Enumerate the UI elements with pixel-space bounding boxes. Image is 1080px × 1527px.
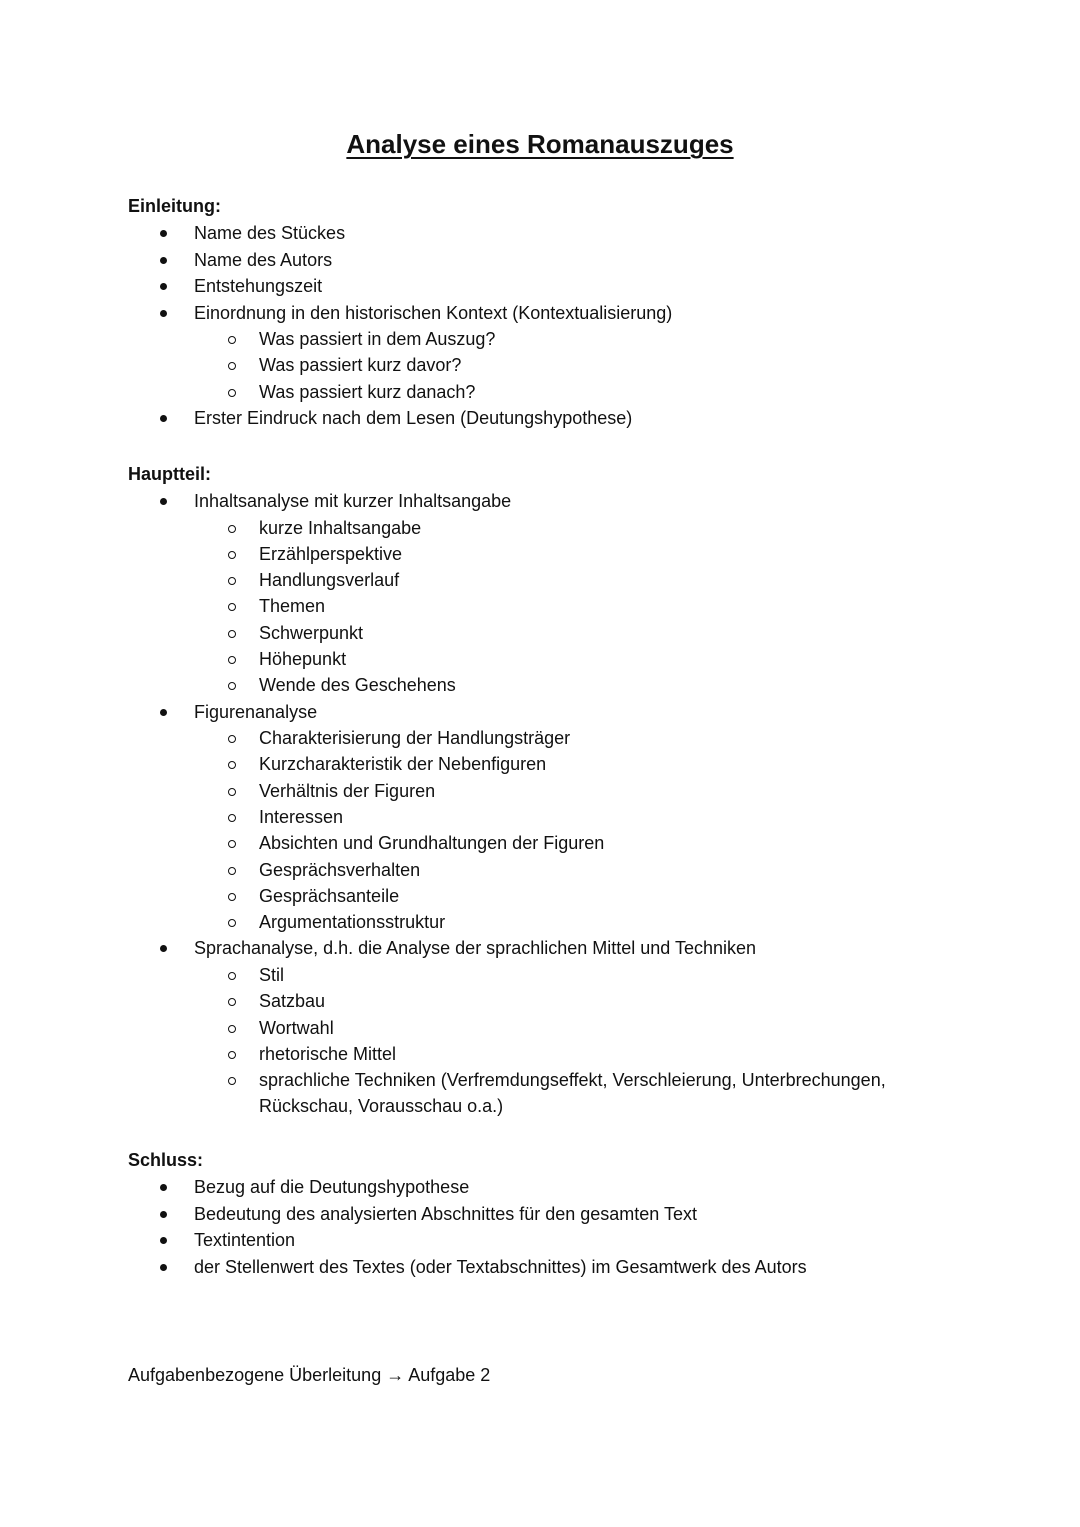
sub-list-item	[194, 620, 968, 646]
sub-list-item-text: Höhepunkt	[259, 648, 347, 669]
sub-list-item-text: sprachliche Techniken (Verfremdungseffekt, Verschleierung, Unterbrechungen, Rückschau, Vorausschau o.a.)	[259, 1070, 886, 1117]
sub-list-item-text: Schwerpunkt	[259, 622, 364, 643]
circle-bullet-icon	[228, 998, 236, 1006]
sub-list-item-text: Gesprächsanteile	[259, 885, 400, 906]
sub-list-item	[194, 541, 968, 567]
sub-list-item	[194, 567, 968, 593]
list-item	[128, 220, 968, 247]
circle-bullet-icon	[228, 1025, 236, 1033]
bullet-icon	[160, 310, 167, 317]
list-item	[128, 699, 968, 936]
list-item	[128, 273, 968, 300]
list-item-text: Name des Stückes	[194, 223, 346, 243]
circle-bullet-icon	[228, 761, 236, 769]
sub-list-item-text: Interessen	[259, 806, 344, 827]
circle-bullet-icon	[228, 814, 236, 822]
sub-list-item-text: Wende des Geschehens	[259, 675, 456, 696]
bullet-icon	[160, 283, 167, 290]
sub-list-item	[194, 778, 968, 804]
circle-bullet-icon	[228, 972, 236, 980]
sub-list-item	[194, 326, 968, 352]
sub-list-item-text: Themen	[259, 596, 326, 617]
sub-list-item	[194, 751, 968, 777]
bullet-list	[128, 220, 968, 431]
list-item	[128, 1201, 968, 1228]
bullet-icon	[160, 230, 167, 237]
circle-bullet-icon	[228, 919, 236, 927]
circle-bullet-icon	[228, 656, 236, 664]
list-item-text: der Stellenwert des Textes (oder Textabschnittes) im Gesamtwerk des Autors	[194, 1256, 807, 1277]
sub-list-item	[194, 962, 968, 988]
sub-list-item	[194, 646, 968, 672]
sub-list-item	[194, 883, 968, 909]
list-item-text: Erster Eindruck nach dem Lesen (Deutungshypothese)	[194, 407, 633, 428]
sub-list-item-text: Was passiert kurz davor?	[259, 355, 462, 376]
circle-bullet-icon	[228, 630, 236, 638]
sub-list-item-text: Was passiert kurz danach?	[259, 381, 476, 402]
sub-list	[128, 962, 968, 1120]
sub-list-item-text: Stil	[259, 964, 285, 985]
circle-bullet-icon	[228, 389, 236, 397]
sub-list-item-text: Verhältnis der Figuren	[259, 780, 436, 801]
sub-list-item-text: Erzählperspektive	[259, 543, 403, 564]
sub-list-item	[194, 379, 968, 405]
list-item-text: Textintention	[194, 1230, 296, 1250]
list-item-text: Figurenanalyse	[194, 701, 318, 722]
list-item-text: Einordnung in den historischen Kontext (Kontextualisierung)	[194, 302, 673, 323]
list-item-text: Inhaltsanalyse mit kurzer Inhaltsangabe	[194, 491, 512, 511]
sub-list-item	[194, 830, 968, 856]
sub-list-item	[194, 352, 968, 378]
sub-list-item-text: Kurzcharakteristik der Nebenfiguren	[259, 754, 547, 775]
page-title: Analyse eines Romanauszuges	[346, 129, 734, 159]
sub-list-item	[194, 725, 968, 751]
circle-bullet-icon	[228, 893, 236, 901]
bullet-list	[128, 1174, 968, 1280]
circle-bullet-icon	[228, 735, 236, 743]
circle-bullet-icon	[228, 682, 236, 690]
bullet-icon	[160, 1237, 167, 1244]
list-item-text: Entstehungszeit	[194, 276, 323, 296]
circle-bullet-icon	[228, 336, 236, 344]
sub-list-item-text: Absichten und Grundhaltungen der Figuren	[259, 833, 605, 854]
section-hauptteil	[128, 461, 968, 1120]
circle-bullet-icon	[228, 867, 236, 875]
bullet-icon	[160, 257, 167, 264]
bullet-icon	[160, 945, 167, 952]
list-item	[128, 300, 968, 405]
circle-bullet-icon	[228, 525, 236, 533]
bullet-list	[128, 488, 968, 1120]
sub-list-item	[194, 857, 968, 883]
section-schluss	[128, 1147, 968, 1280]
sub-list-item	[194, 515, 968, 541]
sub-list-item-text: Handlungsverlauf	[259, 570, 400, 591]
sub-list-item-text: Was passiert in dem Auszug?	[259, 329, 496, 349]
sub-list-item	[194, 804, 968, 830]
sub-list-item	[194, 1067, 968, 1120]
bullet-icon	[160, 709, 167, 716]
circle-bullet-icon	[228, 1077, 236, 1085]
list-item-text: Bezug auf die Deutungshypothese	[194, 1177, 470, 1197]
list-item	[128, 1227, 968, 1254]
circle-bullet-icon	[228, 788, 236, 796]
sub-list-item-text: Satzbau	[259, 991, 326, 1012]
sub-list-item-text: Wortwahl	[259, 1017, 334, 1038]
circle-bullet-icon	[228, 362, 236, 370]
circle-bullet-icon	[228, 551, 236, 559]
sub-list-item-text: rhetorische Mittel	[259, 1043, 397, 1064]
bullet-icon	[160, 1264, 167, 1271]
sub-list-item-text: kurze Inhaltsangabe	[259, 517, 422, 538]
circle-bullet-icon	[228, 577, 236, 585]
list-item-text: Bedeutung des analysierten Abschnittes für den gesamten Text	[194, 1203, 697, 1224]
list-item	[128, 935, 968, 1119]
list-item-text: Name des Autors	[194, 249, 333, 270]
list-item-text: Sprachanalyse, d.h. die Analyse der sprachlichen Mittel und Techniken	[194, 938, 757, 959]
sub-list-item	[194, 909, 968, 935]
list-item	[128, 1174, 968, 1201]
sub-list-item	[194, 672, 968, 698]
sub-list-item-text: Charakterisierung der Handlungsträger	[259, 728, 571, 749]
sub-list-item	[194, 988, 968, 1014]
section-heading: Einleitung:	[128, 196, 221, 216]
section-einleitung	[128, 193, 968, 431]
sub-list-item-text: Argumentationsstruktur	[259, 912, 446, 933]
sub-list	[128, 725, 968, 935]
section-heading: Schluss:	[128, 1150, 204, 1170]
sub-list-item-text: Gesprächsverhalten	[259, 859, 421, 880]
sub-list-item	[194, 1041, 968, 1067]
circle-bullet-icon	[228, 603, 236, 611]
sub-list	[128, 515, 968, 699]
bullet-icon	[160, 1184, 167, 1191]
footer-note: Aufgabenbezogene Überleitung → Aufgabe 2	[128, 1365, 491, 1385]
sub-list-item	[194, 1015, 968, 1041]
list-item	[128, 247, 968, 274]
sub-list	[128, 326, 968, 405]
sub-list-item	[194, 593, 968, 619]
bullet-icon	[160, 498, 167, 505]
circle-bullet-icon	[228, 1051, 236, 1059]
list-item	[128, 405, 968, 432]
bullet-icon	[160, 415, 167, 422]
list-item	[128, 1254, 968, 1281]
list-item	[128, 488, 968, 699]
section-heading: Hauptteil:	[128, 464, 211, 484]
circle-bullet-icon	[228, 840, 236, 848]
bullet-icon	[160, 1211, 167, 1218]
